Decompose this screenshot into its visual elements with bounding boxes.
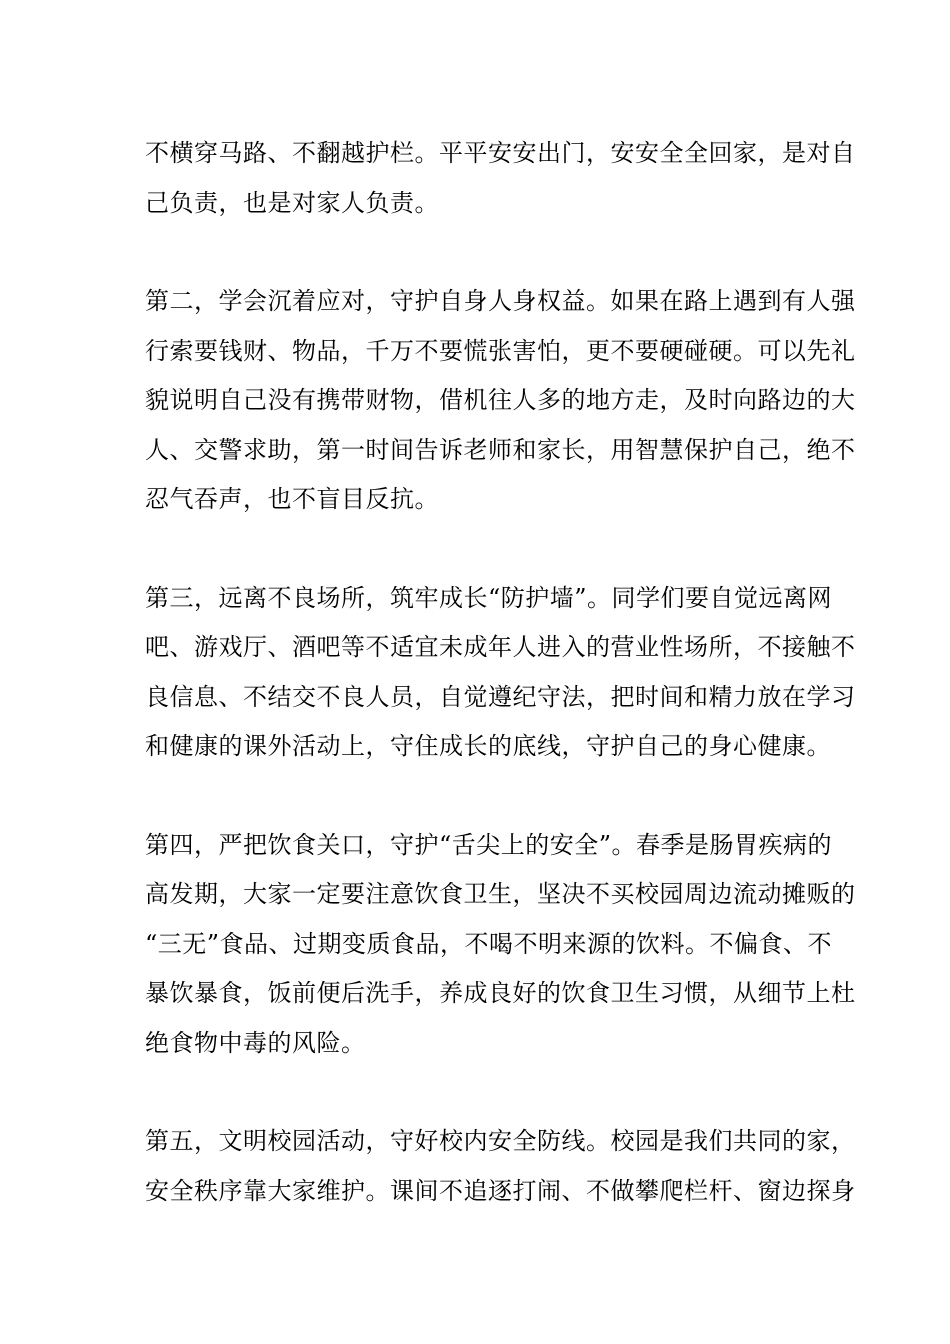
paragraph-1-line-1: 不横穿马路、不翻越护栏。平平安安出门，安安全全回家，是对自 xyxy=(145,139,856,167)
paragraph-3-line-1: 第三，远离不良场所，筑牢成长“防护墙”。同学们要自觉远离网 xyxy=(145,584,833,612)
paragraph-4-line-2: 高发期，大家一定要注意饮食卫生，坚决不买校园周边流动摊贩的 xyxy=(145,880,856,908)
paragraph-3-line-3: 良信息、不结交不良人员，自觉遵纪守法，把时间和精力放在学习 xyxy=(145,683,856,711)
paragraph-2-line-2: 行索要钱财、物品，千万不要慌张害怕，更不要硬碰硬。可以先礼 xyxy=(145,337,856,365)
paragraph-2-line-3: 貌说明自己没有携带财物，借机往人多的地方走，及时向路边的大 xyxy=(145,386,856,414)
paragraph-1-line-2: 己负责，也是对家人负责。 xyxy=(145,189,439,217)
paragraph-5-line-1: 第五，文明校园活动，守好校内安全防线。校园是我们共同的家， xyxy=(145,1127,856,1155)
paragraph-3-line-2: 吧、游戏厅、酒吧等不适宜未成年人进入的营业性场所，不接触不 xyxy=(145,633,856,661)
paragraph-3-line-4: 和健康的课外活动上，守住成长的底线，守护自己的身心健康。 xyxy=(145,732,831,760)
paragraph-2-line-5: 忍气吞声，也不盲目反抗。 xyxy=(145,485,439,513)
paragraph-4-line-1: 第四，严把饮食关口，守护“舌尖上的安全”。春季是肠胃疾病的 xyxy=(145,831,833,859)
paragraph-2-line-1: 第二，学会沉着应对，守护自身人身权益。如果在路上遇到有人强 xyxy=(145,287,856,315)
paragraph-4-line-5: 绝食物中毒的风险。 xyxy=(145,1029,366,1057)
paragraph-2-line-4: 人、交警求助，第一时间告诉老师和家长，用智慧保护自己，绝不 xyxy=(145,436,856,464)
paragraph-4-line-3: “三无”食品、过期变质食品，不喝不明来源的饮料。不偏食、不 xyxy=(145,930,833,958)
paragraph-4-line-4: 暴饮暴食，饭前便后洗手，养成良好的饮食卫生习惯，从细节上杜 xyxy=(145,979,856,1007)
paragraph-5-line-2: 安全秩序靠大家维护。课间不追逐打闹、不做攀爬栏杆、窗边探身 xyxy=(145,1177,856,1205)
